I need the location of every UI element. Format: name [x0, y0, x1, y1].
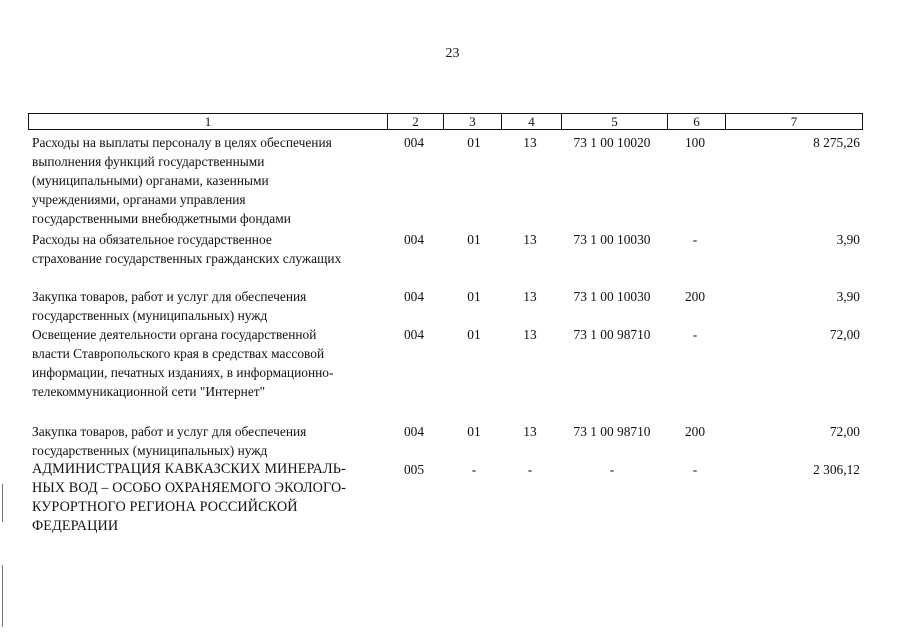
row-expense-type: 100: [684, 135, 706, 150]
row-subsection: 13: [523, 327, 537, 342]
header-col-4: 4: [501, 114, 561, 129]
row-section: 01: [467, 327, 481, 342]
row-ministry-code: 004: [403, 232, 425, 247]
header-col-3: 3: [443, 114, 501, 129]
row-subsection: -: [527, 462, 533, 477]
row-target-article: 73 1 00 98710: [573, 327, 651, 342]
row-target-article: -: [609, 462, 615, 477]
row-expense-type: 200: [684, 289, 706, 304]
row-section: 01: [467, 135, 481, 150]
row-target-article: 73 1 00 10030: [573, 289, 651, 304]
row-ministry-code: 004: [403, 424, 425, 439]
row-name: Расходы на выплаты персоналу в целях обеспечения выполнения функций государственными (муниципальными) органами, казенными учреждениями, органами управления государственными внебюджетными фондами: [32, 135, 332, 226]
row-amount: 2 306,12: [813, 462, 860, 477]
row-ministry-code: 004: [403, 289, 425, 304]
row-amount: 3,90: [836, 232, 860, 247]
row-amount: 3,90: [836, 289, 860, 304]
row-subsection: 13: [523, 232, 537, 247]
row-section: 01: [467, 232, 481, 247]
header-col-7: 7: [725, 114, 862, 129]
row-amount: 8 275,26: [813, 135, 860, 150]
row-target-article: 73 1 00 10030: [573, 232, 651, 247]
row-expense-type: -: [692, 327, 698, 342]
table-header: [28, 113, 863, 130]
header-col-1: 1: [204, 114, 212, 129]
row-subsection: 13: [523, 424, 537, 439]
row-target-article: 73 1 00 10020: [573, 135, 651, 150]
row-section: -: [471, 462, 477, 477]
row-name: Расходы на обязательное государственное страхование государственных гражданских служащих: [32, 232, 342, 266]
row-amount: 72,00: [829, 424, 860, 439]
row-section: 01: [467, 424, 481, 439]
row-expense-type: -: [692, 232, 698, 247]
row-name: Закупка товаров, работ и услуг для обеспечения государственных (муниципальных) нужд: [32, 424, 307, 458]
header-col-6: 6: [667, 114, 725, 129]
row-expense-type: -: [692, 462, 698, 477]
row-expense-type: 200: [684, 424, 706, 439]
row-subsection: 13: [523, 135, 537, 150]
row-ministry-code: 004: [403, 327, 425, 342]
scan-edge-mark: [2, 565, 3, 627]
row-ministry-code: 004: [403, 135, 425, 150]
row-amount: 72,00: [829, 327, 860, 342]
row-section: 01: [467, 289, 481, 304]
page-number: 23: [445, 46, 460, 61]
scan-edge-mark: [2, 484, 3, 522]
header-col-2: 2: [387, 114, 443, 129]
header-col-5: 5: [561, 114, 667, 129]
row-ministry-code: 005: [403, 462, 425, 477]
row-subsection: 13: [523, 289, 537, 304]
row-name: Освещение деятельности органа государственной власти Ставропольского края в средствах массовой информации, печатных изданиях, в информационно- телекоммуникационной сети "Интернет": [32, 327, 334, 399]
row-name: Закупка товаров, работ и услуг для обеспечения государственных (муниципальных) нужд: [32, 289, 307, 323]
row-name: АДМИНИСТРАЦИЯ КАВКАЗСКИХ МИНЕРАЛЬ- НЫХ ВОД – ОСОБО ОХРАНЯЕМОГО ЭКОЛОГО- КУРОРТНОГО РЕГИОНА РОССИЙСКОЙ ФЕДЕРАЦИИ: [32, 461, 347, 534]
row-target-article: 73 1 00 98710: [573, 424, 651, 439]
